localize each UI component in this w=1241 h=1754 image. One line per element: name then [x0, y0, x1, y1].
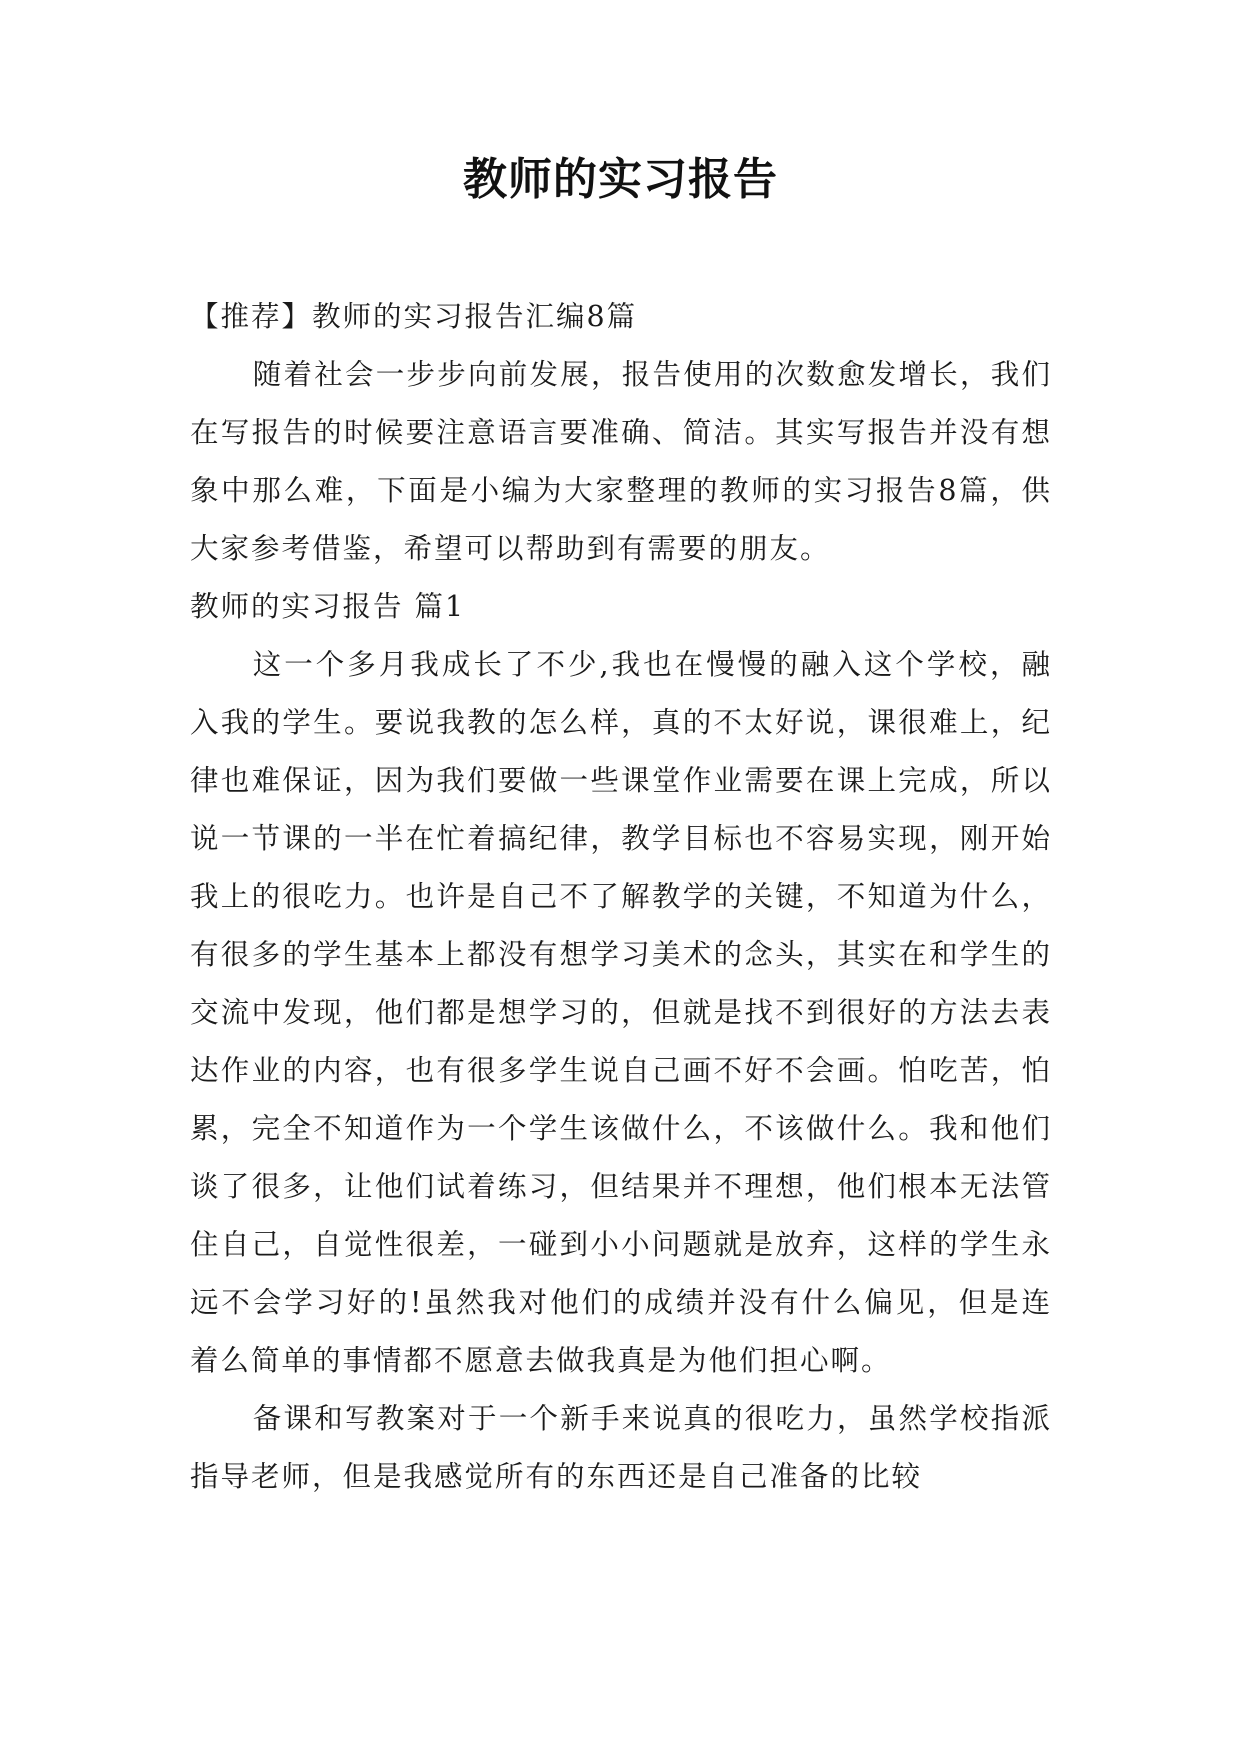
document-title: 教师的实习报告 — [463, 154, 778, 205]
body-paragraph-1: 这一个多月我成长了不少,我也在慢慢的融入这个学校，融入我的学生。要说我教的怎么样，真的不太好说，课很难上，纪律也难保证，因为我们要做一些课堂作业需要在课上完成，所以说一节课的一半在忙着搞纪律，教学目标也不容易实现，刚开始我上的很吃力。也许是自己不了解教学的关键，不知道为什么，有很多的学生基本上都没有想学习美术的念头，其实在和学生的交流中发现，他们都是想学习的，但就是找不到很好的方法去表达作业的内容，也有很多学生说自己画不好不会画。怕吃苦，怕累，完全不知道作为一个学生该做什么，不该做什么。我和他们谈了很多，让他们试着练习，但结果并不理想，他们根本无法管住自己，自觉性很差，一碰到小小问题就是放弃，这样的学生永远不会学习好的!虽然我对他们的成绩并没有什么偏见，但是连着么简单的事情都不愿意去做我真是为他们担心啊。 — [190, 648, 1052, 1377]
body-paragraph-2: 备课和写教案对于一个新手来说真的很吃力，虽然学校指派指导老师，但是我感觉所有的东西还是自己准备的比较 — [190, 1402, 1052, 1493]
section-heading: 教师的实习报告 篇1 — [190, 590, 466, 623]
intro-paragraph: 随着社会一步步向前发展，报告使用的次数愈发增长，我们在写报告的时候要注意语言要准确、简洁。其实写报告并没有想象中那么难，下面是小编为大家整理的教师的实习报告8篇，供大家参考借鉴，希望可以帮助到有需要的朋友。 — [190, 358, 1052, 565]
document-body — [190, 288, 1052, 1506]
recommend-line: 【推荐】教师的实习报告汇编8篇 — [190, 300, 638, 333]
